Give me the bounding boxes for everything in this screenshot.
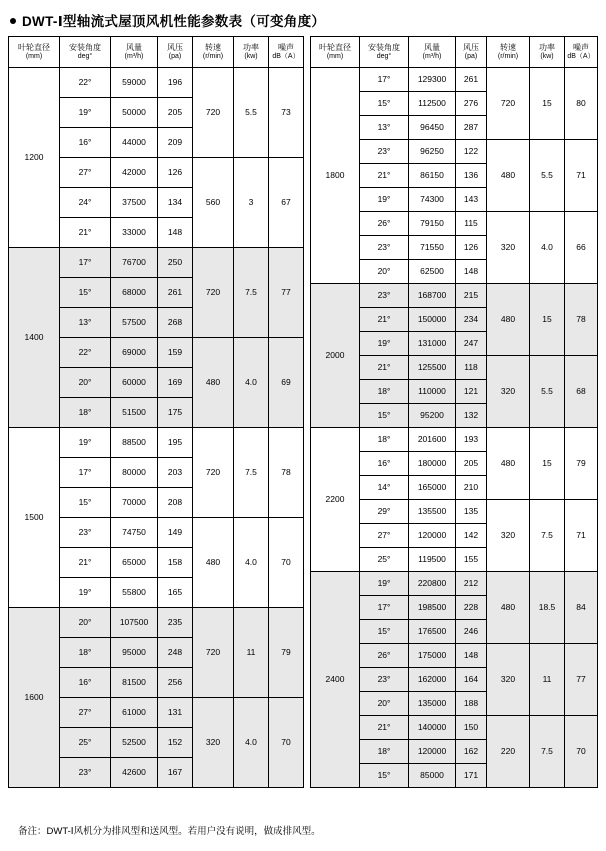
power-cell: 4.0 xyxy=(234,698,269,788)
flow-cell: 120000 xyxy=(409,740,456,764)
pressure-cell: 175 xyxy=(158,398,193,428)
angle-cell: 19° xyxy=(60,98,111,128)
pressure-cell: 122 xyxy=(456,140,487,164)
speed-cell: 720 xyxy=(487,68,530,140)
speed-cell: 320 xyxy=(193,698,234,788)
pressure-cell: 136 xyxy=(456,164,487,188)
table-row xyxy=(311,572,598,596)
flow-cell: 96250 xyxy=(409,140,456,164)
flow-cell: 168700 xyxy=(409,284,456,308)
flow-cell: 175000 xyxy=(409,644,456,668)
angle-cell: 17° xyxy=(60,458,111,488)
header-angle: 安装角度 deg° xyxy=(60,37,111,68)
diameter-cell: 1600 xyxy=(9,608,60,788)
angle-cell: 17° xyxy=(360,68,409,92)
power-cell: 18.5 xyxy=(530,572,565,644)
angle-cell: 16° xyxy=(60,128,111,158)
pressure-cell: 205 xyxy=(456,452,487,476)
flow-cell: 74300 xyxy=(409,188,456,212)
flow-cell: 37500 xyxy=(111,188,158,218)
power-cell: 15 xyxy=(530,428,565,500)
power-cell: 7.5 xyxy=(530,716,565,788)
header-power: 功率 (kw) xyxy=(530,37,565,68)
flow-cell: 79150 xyxy=(409,212,456,236)
pressure-cell: 248 xyxy=(158,638,193,668)
angle-cell: 23° xyxy=(360,284,409,308)
table-row xyxy=(9,248,304,278)
flow-cell: 85000 xyxy=(409,764,456,788)
flow-cell: 88500 xyxy=(111,428,158,458)
flow-cell: 60000 xyxy=(111,368,158,398)
angle-cell: 15° xyxy=(360,764,409,788)
right-table-header xyxy=(311,37,598,68)
pressure-cell: 149 xyxy=(158,518,193,548)
flow-cell: 129300 xyxy=(409,68,456,92)
pressure-cell: 115 xyxy=(456,212,487,236)
angle-cell: 27° xyxy=(360,524,409,548)
pressure-cell: 261 xyxy=(456,68,487,92)
noise-cell: 79 xyxy=(269,608,304,698)
noise-cell: 78 xyxy=(269,428,304,518)
pressure-cell: 261 xyxy=(158,278,193,308)
pressure-cell: 155 xyxy=(456,548,487,572)
flow-cell: 198500 xyxy=(409,596,456,620)
pressure-cell: 212 xyxy=(456,572,487,596)
flow-cell: 59000 xyxy=(111,68,158,98)
diameter-cell: 1400 xyxy=(9,248,60,428)
page-title-text: DWT-Ⅰ型轴流式屋顶风机性能参数表（可变角度） xyxy=(22,14,326,29)
pressure-cell: 164 xyxy=(456,668,487,692)
pressure-cell: 235 xyxy=(158,608,193,638)
header-power: 功率 (kw) xyxy=(234,37,269,68)
angle-cell: 27° xyxy=(60,158,111,188)
noise-cell: 69 xyxy=(269,338,304,428)
diameter-cell: 2400 xyxy=(311,572,360,788)
pressure-cell: 188 xyxy=(456,692,487,716)
angle-cell: 23° xyxy=(360,140,409,164)
diameter-cell: 1200 xyxy=(9,68,60,248)
angle-cell: 27° xyxy=(60,698,111,728)
angle-cell: 15° xyxy=(360,92,409,116)
pressure-cell: 148 xyxy=(158,218,193,248)
power-cell: 11 xyxy=(530,644,565,716)
speed-cell: 480 xyxy=(487,140,530,212)
pressure-cell: 287 xyxy=(456,116,487,140)
flow-cell: 86150 xyxy=(409,164,456,188)
pressure-cell: 134 xyxy=(158,188,193,218)
angle-cell: 19° xyxy=(360,332,409,356)
angle-cell: 15° xyxy=(360,620,409,644)
flow-cell: 95200 xyxy=(409,404,456,428)
flow-cell: 70000 xyxy=(111,488,158,518)
noise-cell: 71 xyxy=(565,140,598,212)
noise-cell: 77 xyxy=(565,644,598,716)
pressure-cell: 169 xyxy=(158,368,193,398)
table-row xyxy=(311,284,598,308)
angle-cell: 20° xyxy=(360,260,409,284)
header-flow: 风量 (m³/h) xyxy=(111,37,158,68)
speed-cell: 320 xyxy=(487,356,530,428)
pressure-cell: 132 xyxy=(456,404,487,428)
speed-cell: 720 xyxy=(193,608,234,698)
noise-cell: 77 xyxy=(269,248,304,338)
speed-cell: 320 xyxy=(487,644,530,716)
speed-cell: 480 xyxy=(487,428,530,500)
pressure-cell: 135 xyxy=(456,500,487,524)
noise-cell: 84 xyxy=(565,572,598,644)
angle-cell: 19° xyxy=(360,572,409,596)
power-cell: 3 xyxy=(234,158,269,248)
diameter-cell: 2200 xyxy=(311,428,360,572)
header-pressure: 风压 (pa) xyxy=(158,37,193,68)
flow-cell: 180000 xyxy=(409,452,456,476)
pressure-cell: 209 xyxy=(158,128,193,158)
flow-cell: 69000 xyxy=(111,338,158,368)
power-cell: 4.0 xyxy=(530,212,565,284)
header-diameter: 叶轮直径 (mm) xyxy=(9,37,60,68)
pressure-cell: 150 xyxy=(456,716,487,740)
header-speed: 转速 (r/min) xyxy=(487,37,530,68)
angle-cell: 13° xyxy=(60,308,111,338)
pressure-cell: 159 xyxy=(158,338,193,368)
angle-cell: 18° xyxy=(60,638,111,668)
flow-cell: 61000 xyxy=(111,698,158,728)
flow-cell: 74750 xyxy=(111,518,158,548)
flow-cell: 165000 xyxy=(409,476,456,500)
angle-cell: 19° xyxy=(360,188,409,212)
pressure-cell: 148 xyxy=(456,644,487,668)
flow-cell: 65000 xyxy=(111,548,158,578)
angle-cell: 22° xyxy=(60,68,111,98)
speed-cell: 560 xyxy=(193,158,234,248)
angle-cell: 21° xyxy=(360,716,409,740)
flow-cell: 131000 xyxy=(409,332,456,356)
flow-cell: 162000 xyxy=(409,668,456,692)
pressure-cell: 250 xyxy=(158,248,193,278)
pressure-cell: 268 xyxy=(158,308,193,338)
pressure-cell: 208 xyxy=(158,488,193,518)
angle-cell: 19° xyxy=(60,428,111,458)
flow-cell: 140000 xyxy=(409,716,456,740)
angle-cell: 23° xyxy=(60,758,111,788)
header-pressure: 风压 (pa) xyxy=(456,37,487,68)
header-noise: 噪声 dB（A） xyxy=(269,37,304,68)
angle-cell: 25° xyxy=(360,548,409,572)
flow-cell: 51500 xyxy=(111,398,158,428)
flow-cell: 68000 xyxy=(111,278,158,308)
right-performance-table xyxy=(310,36,598,788)
pressure-cell: 203 xyxy=(158,458,193,488)
angle-cell: 15° xyxy=(60,278,111,308)
noise-cell: 70 xyxy=(269,518,304,608)
flow-cell: 42600 xyxy=(111,758,158,788)
angle-cell: 20° xyxy=(60,368,111,398)
diameter-cell: 1800 xyxy=(311,68,360,284)
pressure-cell: 195 xyxy=(158,428,193,458)
flow-cell: 220800 xyxy=(409,572,456,596)
noise-cell: 70 xyxy=(565,716,598,788)
power-cell: 15 xyxy=(530,284,565,356)
flow-cell: 33000 xyxy=(111,218,158,248)
flow-cell: 44000 xyxy=(111,128,158,158)
flow-cell: 107500 xyxy=(111,608,158,638)
angle-cell: 20° xyxy=(60,608,111,638)
speed-cell: 220 xyxy=(487,716,530,788)
footnote: 备注：DWT-Ⅰ风机分为排风型和送风型。若用户没有说明，做成排风型。 xyxy=(18,826,321,837)
flow-cell: 57500 xyxy=(111,308,158,338)
speed-cell: 720 xyxy=(193,428,234,518)
pressure-cell: 152 xyxy=(158,728,193,758)
pressure-cell: 247 xyxy=(456,332,487,356)
angle-cell: 15° xyxy=(360,404,409,428)
angle-cell: 21° xyxy=(360,164,409,188)
noise-cell: 70 xyxy=(269,698,304,788)
pressure-cell: 234 xyxy=(456,308,487,332)
flow-cell: 120000 xyxy=(409,524,456,548)
flow-cell: 42000 xyxy=(111,158,158,188)
angle-cell: 21° xyxy=(60,548,111,578)
angle-cell: 17° xyxy=(360,596,409,620)
flow-cell: 110000 xyxy=(409,380,456,404)
flow-cell: 71550 xyxy=(409,236,456,260)
power-cell: 7.5 xyxy=(234,428,269,518)
power-cell: 5.5 xyxy=(234,68,269,158)
speed-cell: 720 xyxy=(193,68,234,158)
table-row xyxy=(9,428,304,458)
angle-cell: 16° xyxy=(360,452,409,476)
noise-cell: 73 xyxy=(269,68,304,158)
noise-cell: 66 xyxy=(565,212,598,284)
power-cell: 4.0 xyxy=(234,518,269,608)
power-cell: 7.5 xyxy=(234,248,269,338)
flow-cell: 80000 xyxy=(111,458,158,488)
pressure-cell: 158 xyxy=(158,548,193,578)
flow-cell: 96450 xyxy=(409,116,456,140)
pressure-cell: 205 xyxy=(158,98,193,128)
power-cell: 7.5 xyxy=(530,500,565,572)
pressure-cell: 246 xyxy=(456,620,487,644)
pressure-cell: 148 xyxy=(456,260,487,284)
power-cell: 11 xyxy=(234,608,269,698)
tables-container xyxy=(0,36,606,788)
angle-cell: 23° xyxy=(360,236,409,260)
flow-cell: 81500 xyxy=(111,668,158,698)
flow-cell: 62500 xyxy=(409,260,456,284)
angle-cell: 17° xyxy=(60,248,111,278)
flow-cell: 201600 xyxy=(409,428,456,452)
table-row xyxy=(311,68,598,92)
header-speed: 转速 (r/min) xyxy=(193,37,234,68)
left-table-header xyxy=(9,37,304,68)
angle-cell: 21° xyxy=(360,356,409,380)
pressure-cell: 121 xyxy=(456,380,487,404)
pressure-cell: 196 xyxy=(158,68,193,98)
table-row xyxy=(9,68,304,98)
pressure-cell: 126 xyxy=(456,236,487,260)
flow-cell: 50000 xyxy=(111,98,158,128)
angle-cell: 20° xyxy=(360,692,409,716)
page-title xyxy=(0,0,606,36)
speed-cell: 480 xyxy=(193,518,234,608)
header-diameter: 叶轮直径 (mm) xyxy=(311,37,360,68)
angle-cell: 16° xyxy=(60,668,111,698)
pressure-cell: 171 xyxy=(456,764,487,788)
power-cell: 5.5 xyxy=(530,140,565,212)
power-cell: 5.5 xyxy=(530,356,565,428)
angle-cell: 26° xyxy=(360,212,409,236)
pressure-cell: 165 xyxy=(158,578,193,608)
pressure-cell: 162 xyxy=(456,740,487,764)
left-performance-table xyxy=(8,36,304,788)
flow-cell: 135000 xyxy=(409,692,456,716)
pressure-cell: 256 xyxy=(158,668,193,698)
noise-cell: 71 xyxy=(565,500,598,572)
flow-cell: 112500 xyxy=(409,92,456,116)
pressure-cell: 193 xyxy=(456,428,487,452)
pressure-cell: 228 xyxy=(456,596,487,620)
header-angle: 安装角度 deg° xyxy=(360,37,409,68)
angle-cell: 19° xyxy=(60,578,111,608)
pressure-cell: 131 xyxy=(158,698,193,728)
angle-cell: 18° xyxy=(60,398,111,428)
angle-cell: 18° xyxy=(360,740,409,764)
header-noise: 噪声 dB（A） xyxy=(565,37,598,68)
angle-cell: 29° xyxy=(360,500,409,524)
diameter-cell: 1500 xyxy=(9,428,60,608)
angle-cell: 25° xyxy=(60,728,111,758)
angle-cell: 21° xyxy=(60,218,111,248)
speed-cell: 720 xyxy=(193,248,234,338)
pressure-cell: 126 xyxy=(158,158,193,188)
left-table-body xyxy=(9,68,304,788)
angle-cell: 26° xyxy=(360,644,409,668)
angle-cell: 14° xyxy=(360,476,409,500)
angle-cell: 18° xyxy=(360,428,409,452)
angle-cell: 23° xyxy=(360,668,409,692)
noise-cell: 67 xyxy=(269,158,304,248)
noise-cell: 79 xyxy=(565,428,598,500)
power-cell: 4.0 xyxy=(234,338,269,428)
speed-cell: 320 xyxy=(487,212,530,284)
flow-cell: 55800 xyxy=(111,578,158,608)
speed-cell: 480 xyxy=(487,284,530,356)
table-row xyxy=(311,428,598,452)
flow-cell: 150000 xyxy=(409,308,456,332)
angle-cell: 15° xyxy=(60,488,111,518)
noise-cell: 68 xyxy=(565,356,598,428)
angle-cell: 18° xyxy=(360,380,409,404)
table-row xyxy=(9,608,304,638)
flow-cell: 95000 xyxy=(111,638,158,668)
angle-cell: 21° xyxy=(360,308,409,332)
angle-cell: 24° xyxy=(60,188,111,218)
flow-cell: 119500 xyxy=(409,548,456,572)
power-cell: 15 xyxy=(530,68,565,140)
pressure-cell: 215 xyxy=(456,284,487,308)
flow-cell: 135500 xyxy=(409,500,456,524)
angle-cell: 22° xyxy=(60,338,111,368)
pressure-cell: 276 xyxy=(456,92,487,116)
pressure-cell: 210 xyxy=(456,476,487,500)
speed-cell: 320 xyxy=(487,500,530,572)
noise-cell: 80 xyxy=(565,68,598,140)
right-table-body xyxy=(311,68,598,788)
flow-cell: 125500 xyxy=(409,356,456,380)
noise-cell: 78 xyxy=(565,284,598,356)
pressure-cell: 167 xyxy=(158,758,193,788)
pressure-cell: 118 xyxy=(456,356,487,380)
flow-cell: 52500 xyxy=(111,728,158,758)
angle-cell: 23° xyxy=(60,518,111,548)
pressure-cell: 142 xyxy=(456,524,487,548)
header-flow: 风量 (m³/h) xyxy=(409,37,456,68)
diameter-cell: 2000 xyxy=(311,284,360,428)
flow-cell: 176500 xyxy=(409,620,456,644)
pressure-cell: 143 xyxy=(456,188,487,212)
speed-cell: 480 xyxy=(193,338,234,428)
angle-cell: 13° xyxy=(360,116,409,140)
flow-cell: 76700 xyxy=(111,248,158,278)
bullet-icon xyxy=(10,18,16,24)
speed-cell: 480 xyxy=(487,572,530,644)
